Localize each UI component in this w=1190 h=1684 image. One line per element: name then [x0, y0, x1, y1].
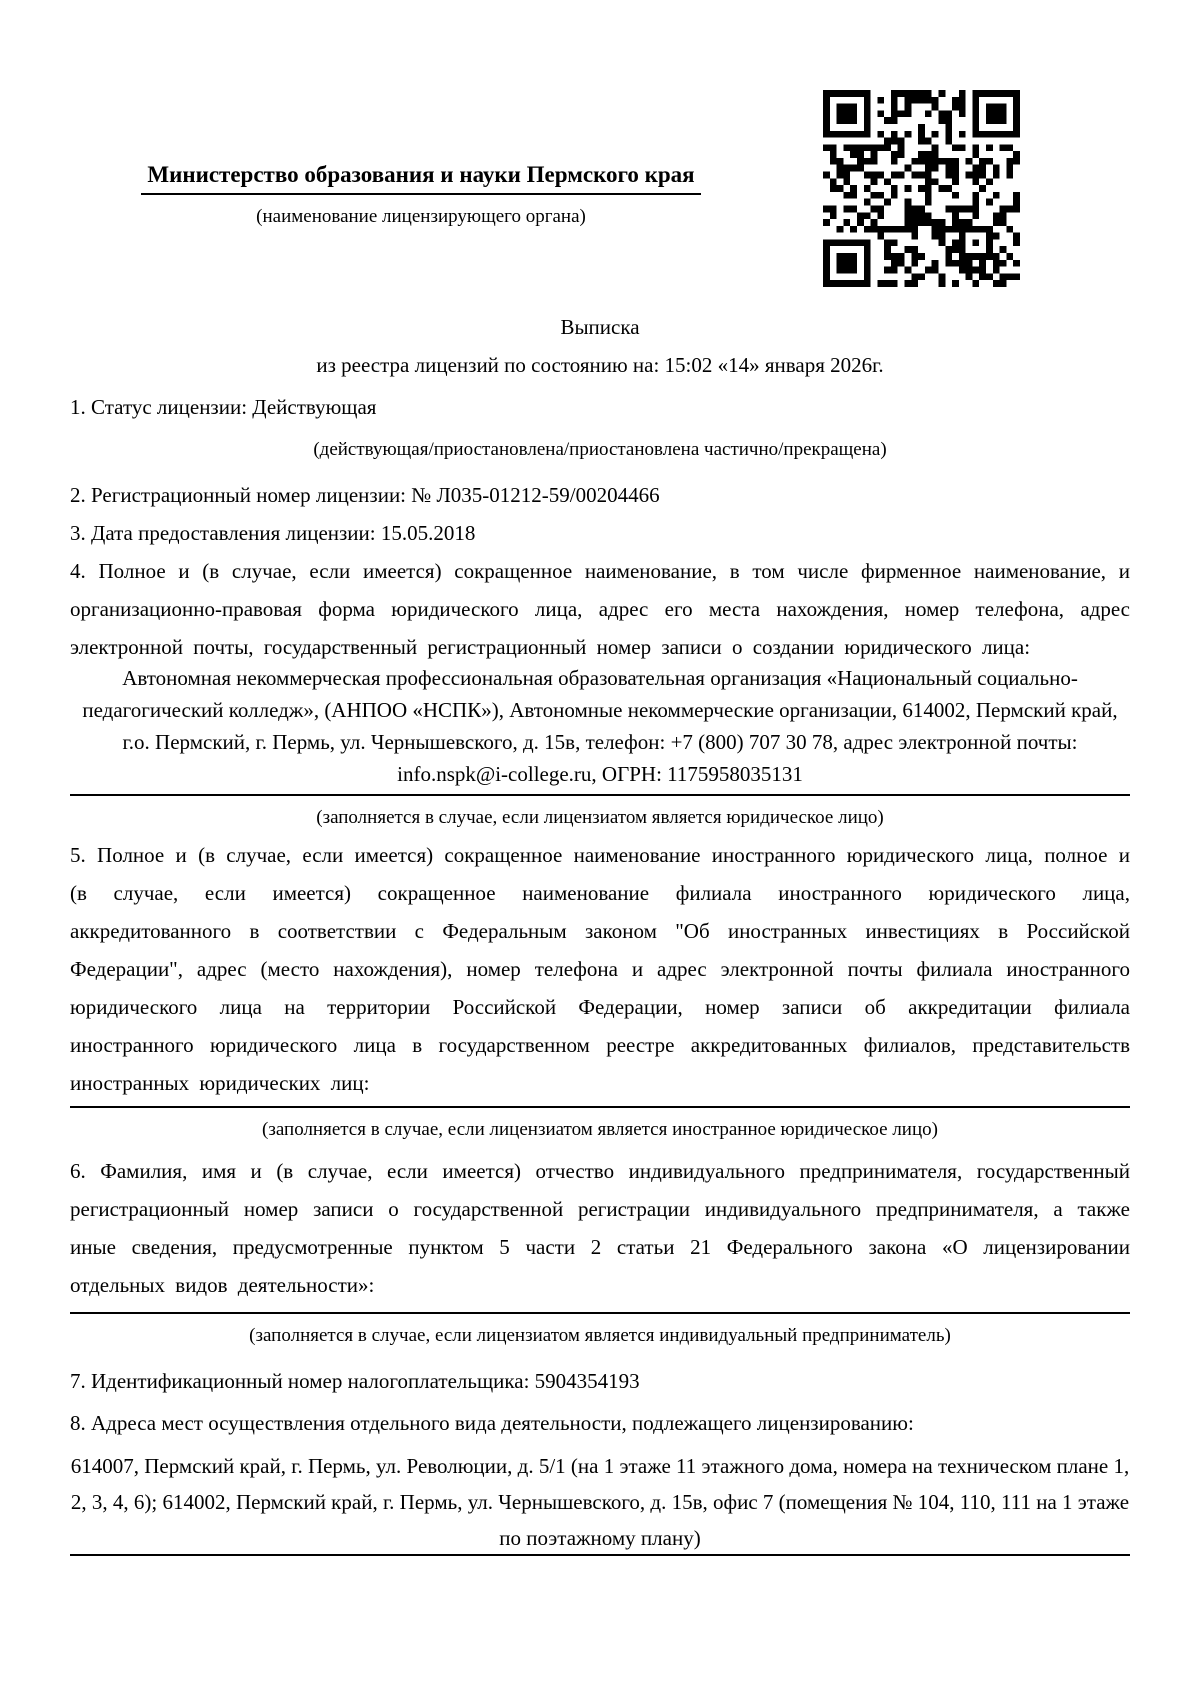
ministry-name: Министерство образования и науки Пермского края [141, 162, 700, 195]
item-8-activity-addresses-heading: 8. Адреса мест осуществления отдельного вида деятельности, подлежащего лицензированию: [70, 1411, 914, 1435]
licensing-authority-header [70, 0, 772, 228]
item-5-fill-note-caption: (заполняется в случае, если лицензиатом является иностранное юридическое лицо) [262, 1119, 938, 1140]
item-8-activity-addresses-value: 614007, Пермский край, г. Пермь, ул. Революции, д. 5/1 (на 1 этаже 11 этажного дома, номера на техническом плане 1, 2, 3, 4, 6); 614002, Пермский край, г. Пермь, ул. Чернышевского, д. 15в, офис 7 (помещения № 104, 110, 111 на 1 этаже по поэтажному плану) [70, 1454, 1130, 1550]
divider-line-legal-entity [70, 794, 1130, 796]
item-2-registration-number: 2. Регистрационный номер лицензии: № Л035-01212-59/00204466 [70, 483, 660, 507]
divider-line-foreign-entity [70, 1106, 1130, 1108]
divider-line-entrepreneur [70, 1312, 1130, 1314]
document-title: Выписка [560, 315, 640, 339]
item-5-foreign-entity-heading: 5. Полное и (в случае, если имеется) сокращенное наименование иностранного юридического лица, полное и (в случае, если имеется) сокращенное наименование филиала иностранного юридического лица, аккредитованного в соответствии с Федеральным законом "Об иностранных инвестициях в Российской Федерации", адрес (место нахождения), номер телефона и адрес электронной почты филиала иностранного юридического лица на территории Российской Федерации, номер записи об аккредитации филиала иностранного юридического лица в государственном реестре аккредитованных филиалов, представительств иностранных юридических лиц: [70, 843, 1130, 1095]
item-4-legal-entity-details: Автономная некоммерческая профессиональная образовательная организация «Национальный социально-педагогический колледж», (АНПОО «НСПК»), Автономные некоммерческие организации, 614002, Пермский край, г.о. Пермский, г. Пермь, ул. Чернышевского, д. 15в, телефон: +7 (800) 707 30 78, адрес электронной почты: info.nspk@i-college.ru, ОГРН: 1175958035131 [82, 666, 1118, 786]
item-1-license-status: 1. Статус лицензии: Действующая [70, 395, 377, 419]
qr-code [823, 90, 1020, 287]
document-subtitle-date: из реестра лицензий по состоянию на: 15:02 «14» января 2026г. [316, 353, 884, 377]
item-4-fill-note-caption: (заполняется в случае, если лицензиатом является юридическое лицо) [316, 807, 884, 828]
ministry-name-caption: (наименование лицензирующего органа) [256, 206, 586, 227]
item-1-status-options-caption: (действующая/приостановлена/приостановлена частично/прекращена) [313, 439, 887, 460]
item-6-individual-entrepreneur-heading: 6. Фамилия, имя и (в случае, если имеется) отчество индивидуального предпринимателя, государственный регистрационный номер записи о государственной регистрации индивидуального предпринимателя, а также иные сведения, предусмотренные пунктом 5 части 2 статьи 21 Федерального закона «О лицензировании отдельных видов деятельности»: [70, 1159, 1130, 1297]
item-7-taxpayer-id: 7. Идентификационный номер налогоплательщика: 5904354193 [70, 1369, 640, 1393]
item-3-license-grant-date: 3. Дата предоставления лицензии: 15.05.2018 [70, 521, 476, 545]
qr-code-image [823, 90, 1020, 287]
item-6-fill-note-caption: (заполняется в случае, если лицензиатом является индивидуальный предприниматель) [249, 1325, 951, 1346]
item-4-legal-entity-heading: 4. Полное и (в случае, если имеется) сокращенное наименование, в том числе фирменное наименование, и организационно-правовая форма юридического лица, адрес его места нахождения, номер телефона, адрес электронной почты, государственный регистрационный номер записи о создании юридического лица: [70, 559, 1130, 659]
